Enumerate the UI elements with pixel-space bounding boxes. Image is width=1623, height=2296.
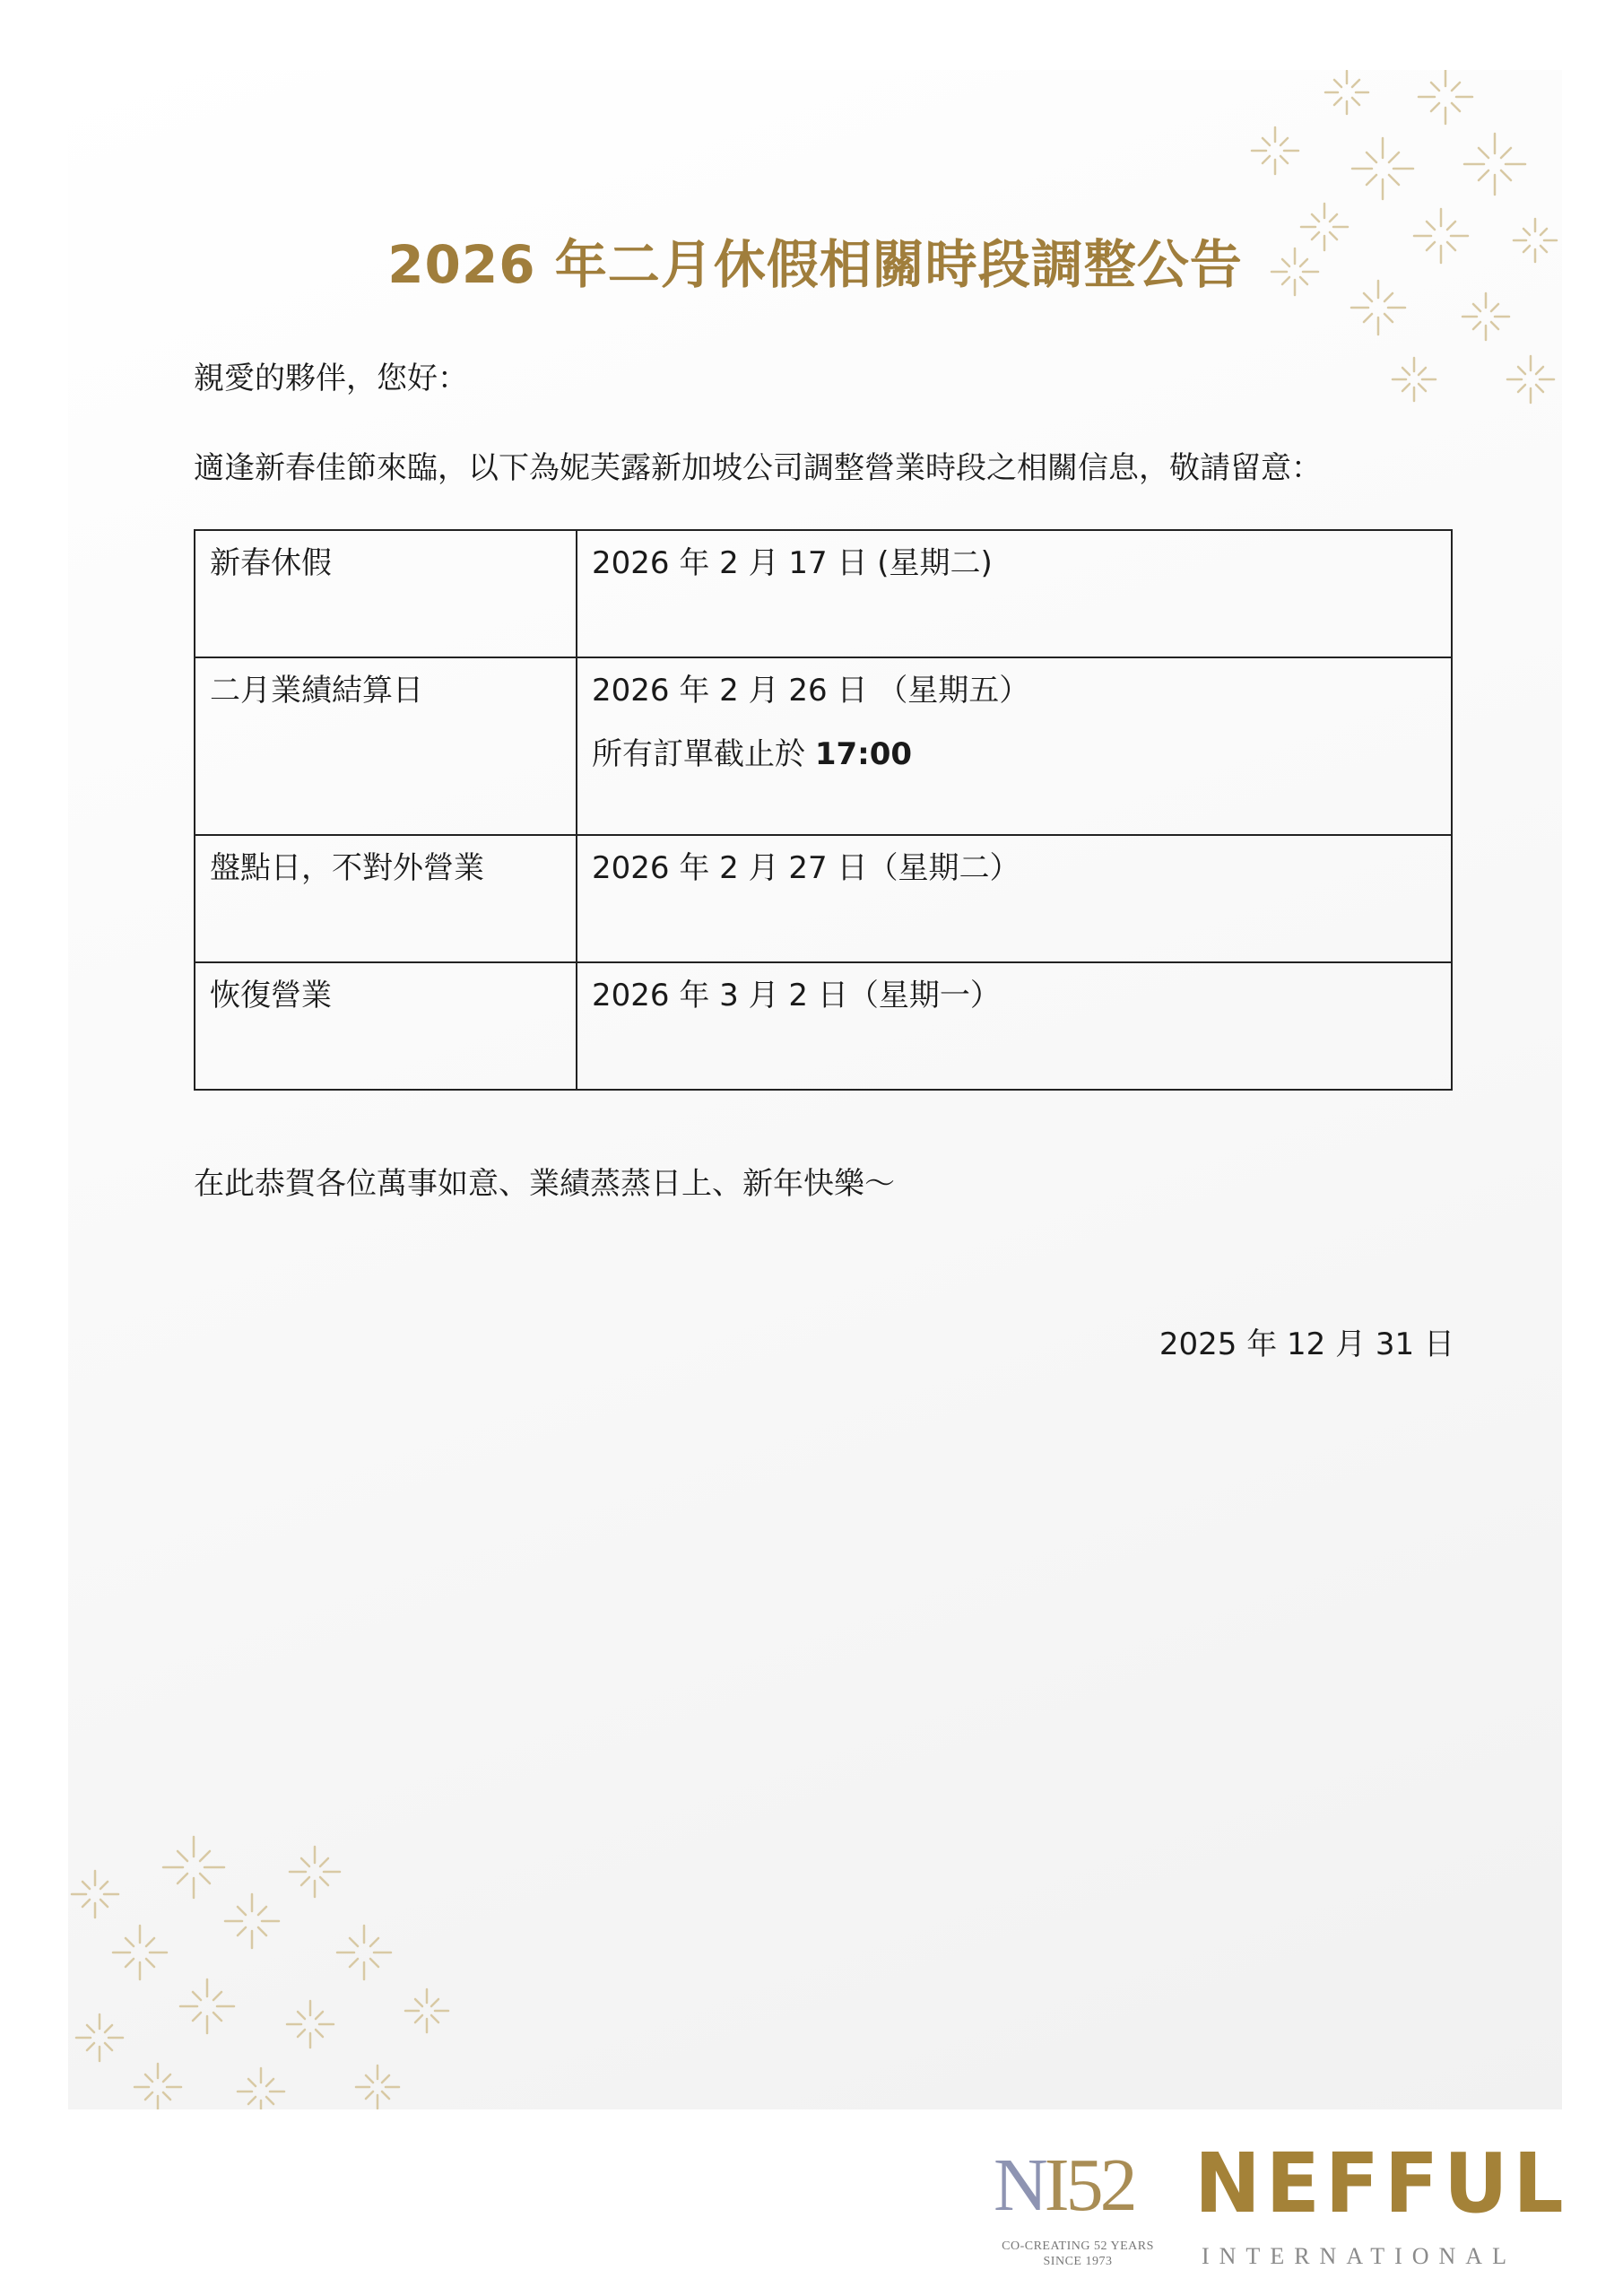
schedule-label: 恢復營業 [195,962,577,1090]
nefful-international: INTERNATIONAL [1202,2243,1516,2269]
schedule-label: 二月業績結算日 [195,657,577,835]
table-row [195,530,1452,657]
n52-logo-n: N [994,2144,1045,2227]
schedule-label: 盤點日，不對外營業 [195,835,577,962]
intro-text: 適逢新春佳節來臨，以下為妮芙露新加坡公司調整營業時段之相關信息，敬請留意： [194,450,1322,486]
notice-paper [68,70,1562,2109]
schedule-value: 2026 年 2 月 17 日 (星期二) [577,530,1452,657]
notice-title: 2026 年二月休假相關時段調整公告 [387,234,1243,295]
schedule-cell [577,657,1452,835]
table-row [195,657,1452,835]
greeting-text: 親愛的夥伴，您好： [194,361,468,396]
sparkle-pattern-icon [68,1831,481,2109]
footer-logos [986,2135,1569,2274]
notice-date: 2025 年 12 月 31 日 [1159,1326,1454,1362]
schedule-label: 新春休假 [195,530,577,657]
schedule-value: 2026 年 2 月 27 日（星期二） [577,835,1452,962]
n52-tagline: CO-CREATING 52 YEARS [1002,2239,1154,2253]
nefful-logo: NEFFUL [1194,2135,1569,2231]
schedule-value: 2026 年 3 月 2 日（星期一） [577,962,1452,1090]
order-cutoff-text: 所有訂單截止於 [592,735,815,772]
closing-text: 在此恭賀各位萬事如意、業績蒸蒸日上、新年快樂～ [194,1166,895,1202]
n52-since: SINCE 1973 [1043,2255,1113,2268]
table-row [195,962,1452,1090]
n52-logo-digits: I52 [1044,2144,1134,2227]
order-cutoff-note [592,736,1436,773]
schedule-table [194,529,1453,1091]
n52-logo [994,2144,1134,2227]
order-cutoff-time: 17:00 [814,735,913,772]
table-row [195,835,1452,962]
schedule-value: 2026 年 2 月 26 日 （星期五） [592,673,1030,709]
